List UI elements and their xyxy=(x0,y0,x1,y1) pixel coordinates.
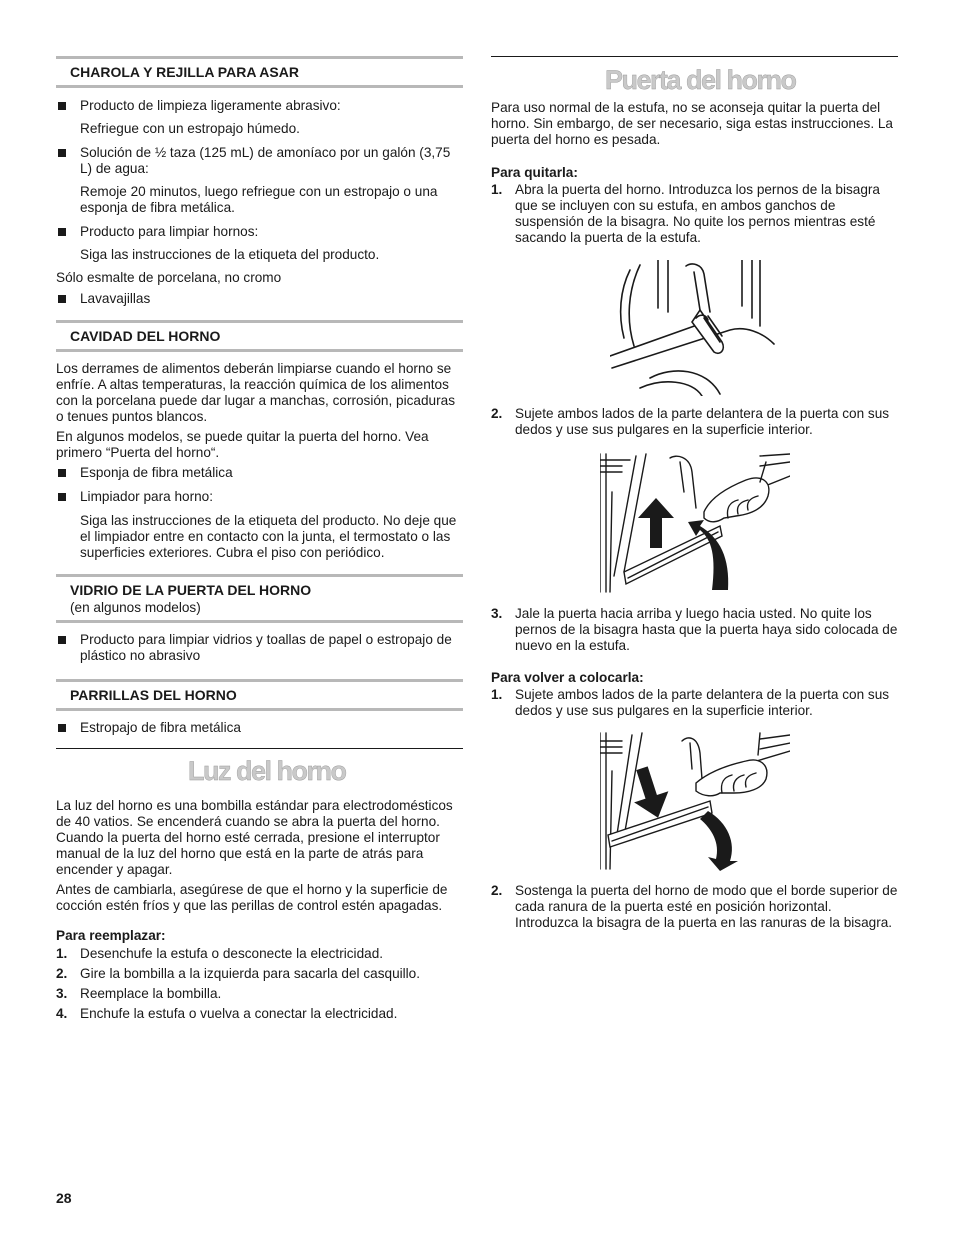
right-column xyxy=(491,56,898,931)
charola-item-3-note: Siga las instrucciones de la etiqueta del producto. xyxy=(80,247,380,262)
charola-item-1: Producto de limpieza ligeramente abrasivo: xyxy=(56,98,463,114)
quitar-step-2: 2. Sujete ambos lados de la parte delantera de la puerta con sus dedos y use sus pulgares en la superficie interior. xyxy=(491,406,890,437)
cavidad-heading: CAVIDAD DEL HORNO xyxy=(56,320,463,352)
luz-step-1: 1. Desenchufe la estufa o desconecte la electricidad. xyxy=(56,946,384,961)
vidrio-item-1: Producto para limpiar vidrios y toallas de papel o estropajo de plástico no abrasivo xyxy=(56,632,463,664)
replace-door-illustration xyxy=(600,731,790,871)
charola-item-3: Producto para limpiar hornos: xyxy=(56,224,463,240)
luz-para-1: La luz del horno es una bombilla estándar para electrodomésticos de 40 vatios. Se encenderá cuando se abra la puerta del horno. Cuando la puerta del horno esté cerrada, presione el interruptor manual de la luz del horno que está en la parte de atrás para encender y apagar. xyxy=(56,798,453,877)
luz-step-2: 2. Gire la bombilla a la izquierda para sacarla del casquillo. xyxy=(56,966,421,981)
puerta-rule xyxy=(491,56,898,57)
quitar-step-1: 1. Abra la puerta del horno. Introduzca los pernos de la bisagra que se incluyen con su estufa, en ambos ganchos de suspensión de la bisagra. No quite los pernos mientras esté sacando la puerta de la estufa. xyxy=(491,182,880,245)
vidrio-heading xyxy=(56,574,463,623)
puerta-title: Puerta del horno xyxy=(605,65,796,95)
page-number: 28 xyxy=(56,1190,72,1206)
charola-note: Sólo esmalte de porcelana, no cromo xyxy=(56,270,282,285)
vidrio-heading-sub: (en algunos modelos) xyxy=(70,600,201,615)
cavidad-item-1: Esponja de fibra metálica xyxy=(56,465,463,481)
charola-heading: CHAROLA Y REJILLA PARA ASAR xyxy=(56,56,463,88)
quitar-step-3: 3. Jale la puerta hacia arriba y luego hacia usted. No quite los pernos de la bisagra hasta que la puerta haya sido colocada de nuevo en la estufa. xyxy=(491,606,898,653)
lift-door-illustration xyxy=(600,452,790,594)
colocar-subheading: Para volver a colocarla: xyxy=(491,670,644,685)
charola-item-2: Solución de ½ taza (125 mL) de amoníaco por un galón (3,75 L) de agua: xyxy=(56,145,463,177)
cavidad-para-2: En algunos modelos, se puede quitar la puerta del horno. Vea primero “Puerta del horno“. xyxy=(56,429,429,460)
luz-title: Luz del horno xyxy=(188,756,346,786)
cavidad-item-2: Limpiador para horno: xyxy=(56,489,463,505)
colocar-step-2: 2. Sostenga la puerta del horno de modo que el borde superior de cada ranura de la puerta esté en posición horizontal. Introduzca la bisagra de la puerta en las ranuras de la bisagra. xyxy=(491,883,898,930)
parrillas-item-1: Estropajo de fibra metálica xyxy=(56,720,463,736)
luz-step-3: 3. Reemplace la bombilla. xyxy=(56,986,222,1001)
vidrio-heading-title: VIDRIO DE LA PUERTA DEL HORNO xyxy=(70,582,312,598)
hinge-lock-illustration xyxy=(610,260,780,396)
luz-step-4: 4. Enchufe la estufa o vuelva a conectar la electricidad. xyxy=(56,1006,398,1021)
charola-item-1-note: Refriegue con un estropajo húmedo. xyxy=(80,121,300,136)
parrillas-heading: PARRILLAS DEL HORNO xyxy=(56,679,463,711)
charola-item-2-note: Remoje 20 minutos, luego refriegue con un estropajo o una esponja de fibra metálica. xyxy=(80,184,438,215)
left-column xyxy=(56,56,463,1022)
puerta-intro: Para uso normal de la estufa, no se aconseja quitar la puerta del horno. Sin embargo, de ser necesario, siga estas instrucciones. La puerta del horno es pesada. xyxy=(491,100,893,147)
luz-subheading: Para reemplazar: xyxy=(56,928,166,943)
cavidad-para-1: Los derrames de alimentos deberán limpiarse cuando el horno se enfríe. A altas temperaturas, la reacción química de los alimentos con la porcelana puede dar lugar a manchas, corrosión, picaduras o tenues puntos blancos. xyxy=(56,361,455,424)
charola-item-4: Lavavajillas xyxy=(56,291,463,307)
quitar-subheading: Para quitarla: xyxy=(491,165,578,180)
luz-rule xyxy=(56,748,463,749)
luz-para-2: Antes de cambiarla, asegúrese de que el horno y la superficie de cocción estén fríos y que las perillas de control estén apagadas. xyxy=(56,882,448,913)
cavidad-item-2-note: Siga las instrucciones de la etiqueta del producto. No deje que el limpiador entre en contacto con la junta, el termostato o las superficies exteriores. Cubra el piso con periódico. xyxy=(80,513,457,560)
colocar-step-1: 1. Sujete ambos lados de la parte delantera de la puerta con sus dedos y use sus pulgares en la superficie interior. xyxy=(491,687,890,718)
